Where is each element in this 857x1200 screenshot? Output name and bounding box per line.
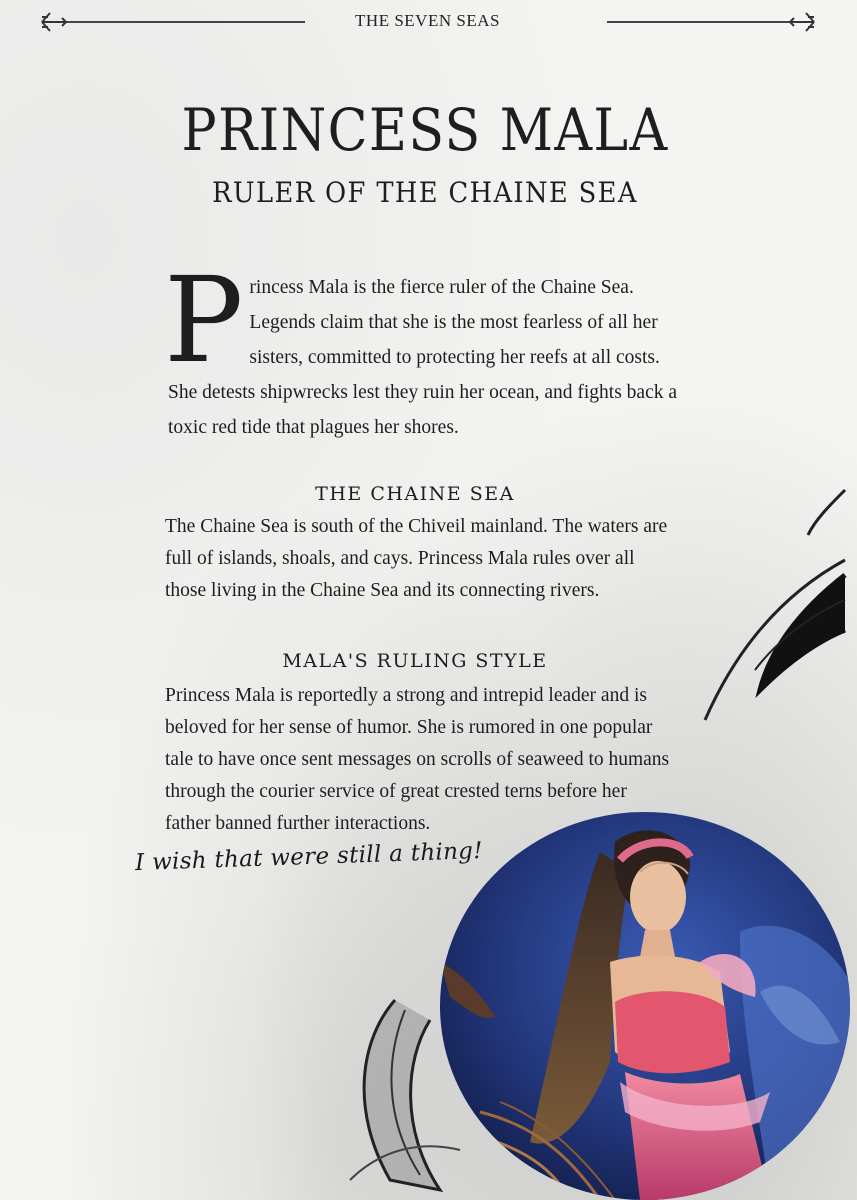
page-title: PRINCESS MALA xyxy=(181,96,669,164)
drop-cap: P xyxy=(164,251,244,389)
trident-icon xyxy=(38,8,68,36)
header-rule-left xyxy=(60,21,305,23)
intro-text: rincess Mala is the fierce ruler of the Chaine Sea. Legends claim that she is the most fearless of all her sisters, committed to protecting her reefs at all costs. She detests shipwrecks lest they ruin her ocean, and fights back a toxic red tide that plagues her shores. xyxy=(168,277,678,438)
princess-portrait-image xyxy=(440,812,850,1200)
page-subtitle: RULER OF THE CHAINE SEA xyxy=(212,176,638,209)
section-body-chaine-sea: The Chaine Sea is south of the Chiveil mainland. The waters are full of islands, shoals, and cays. Princess Mala rules over all those living in the Chaine Sea and its connecting rivers. xyxy=(165,516,668,601)
section-heading-chaine-sea: THE CHAINE SEA xyxy=(315,483,515,505)
section-heading-ruling-style: MALA'S RULING STYLE xyxy=(282,650,548,672)
trident-icon xyxy=(788,8,818,36)
header-rule-right xyxy=(607,21,797,23)
running-head: THE SEVEN SEAS xyxy=(355,11,500,30)
intro-paragraph xyxy=(164,251,678,445)
handwritten-note: I wish that were still a thing! xyxy=(134,837,484,877)
section-body-ruling-style: Princess Mala is reportedly a strong and intrepid leader and is beloved for her sense of humor. She is rumored in one popular tale to have once sent messages on scrolls of seaweed to humans through the courier service of great crested terns before her father banned further interactions. xyxy=(165,685,670,834)
